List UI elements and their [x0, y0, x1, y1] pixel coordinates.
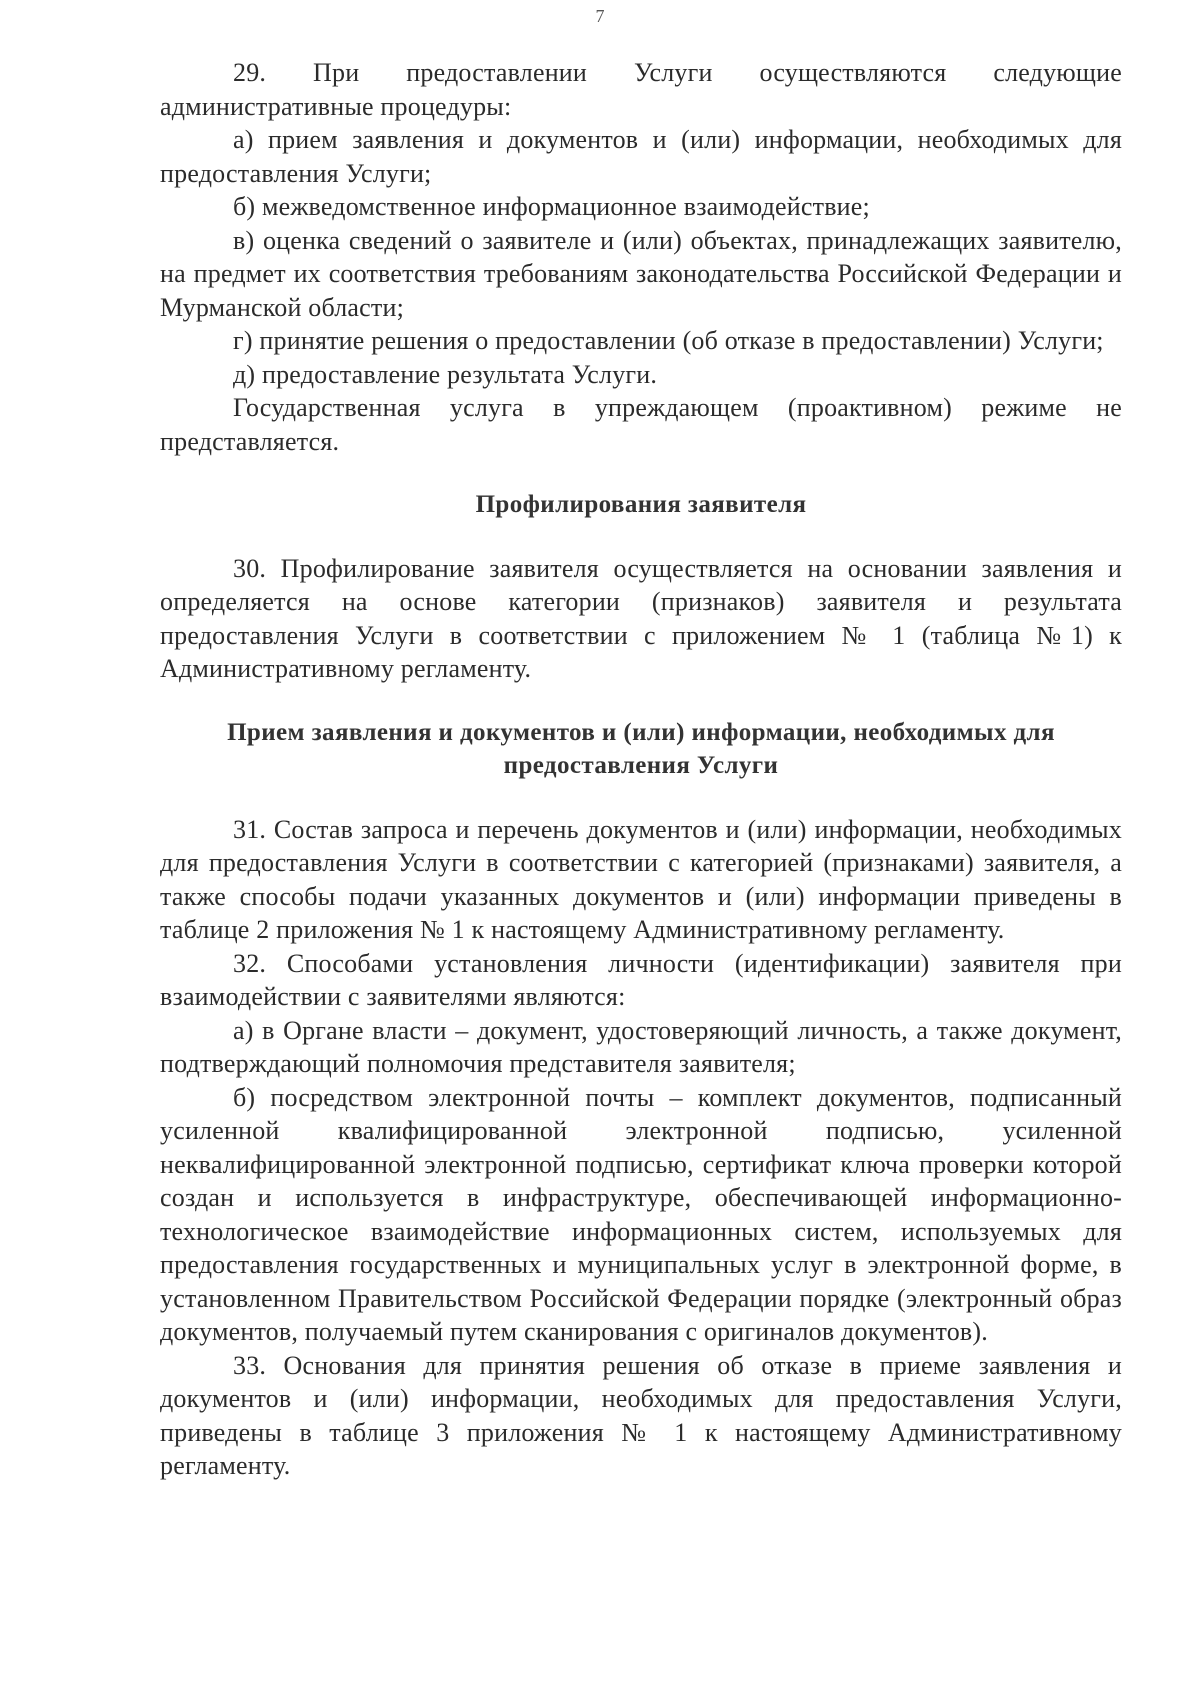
paragraph-29-intro: 29. При предоставлении Услуги осуществляются следующие административные процедуры: [160, 58, 1122, 121]
paragraph-29-note: Государственная услуга в упреждающем (проактивном) режиме не представляется. [160, 393, 1122, 456]
list-item-29-g: г) принятие решения о предоставлении (об отказе в предоставлении) Услуги; [233, 326, 1104, 355]
list-item-32-a: а) в Органе власти – документ, удостоверяющий личность, а также документ, подтверждающий полномочия представителя заявителя; [160, 1015, 1122, 1078]
list-item-29-v: в) оценка сведений о заявителе и (или) объектах, принадлежащих заявителю, на предмет их соответствия требованиям законодательства Российской Федерации и Мурманской области; [160, 225, 1122, 322]
list-item-29-d: д) предоставление результата Услуги. [233, 359, 658, 389]
section-heading-profiling: Профилирования заявителя [475, 491, 807, 518]
spacer [160, 686, 1122, 716]
list-item-29-b: б) межведомственное информационное взаимодействие; [233, 192, 870, 221]
paragraph-33: 33. Основания для принятия решения об отказе в приеме заявления и документов и (или) информации, необходимых для предоставления Услуги, приведены в таблице 3 приложения № 1 к настоящему Административному регламенту. [160, 1350, 1122, 1480]
document-body [160, 56, 1122, 1483]
page-number: 7 [595, 6, 605, 26]
section-heading-reception: Прием заявления и документов и (или) информации, необходимых для предоставления Услуги [227, 718, 1055, 779]
list-item-29-a: а) прием заявления и документов и (или) информации, необходимых для предоставления Услуги; [160, 125, 1122, 188]
spacer [160, 783, 1122, 813]
list-item-32-b: б) посредством электронной почты – комплект документов, подписанный усиленной квалифицированной электронной подписью, усиленной неквалифицированной электронной подписью, сертификат ключа проверки которой создан и используется в инфраструктуре, обеспечивающей информационно-технологическое взаимодействие информационных систем, используемых для предоставления государственных и муниципальных услуг в электронной форме, в установленном Правительством Российской Федерации порядке (электронный образ документов, получаемый путем сканирования с оригиналов документов). [160, 1082, 1122, 1346]
paragraph-30: 30. Профилирование заявителя осуществляется на основании заявления и определяется на основе категории (признаков) заявителя и результата предоставления Услуги в соответствии с приложением № 1 (таблица №1) к Административному регламенту. [160, 553, 1122, 683]
paragraph-31: 31. Состав запроса и перечень документов и (или) информации, необходимых для предоставления Услуги в соответствии с категорией (признаками) заявителя, а также способы подачи указанных документов и (или) информации приведены в таблице 2 приложения № 1 к настоящему Административному регламенту. [160, 814, 1122, 944]
spacer [160, 522, 1122, 552]
spacer [160, 458, 1122, 488]
paragraph-32-intro: 32. Способами установления личности (идентификации) заявителя при взаимодействии с заявителями являются: [160, 948, 1122, 1011]
